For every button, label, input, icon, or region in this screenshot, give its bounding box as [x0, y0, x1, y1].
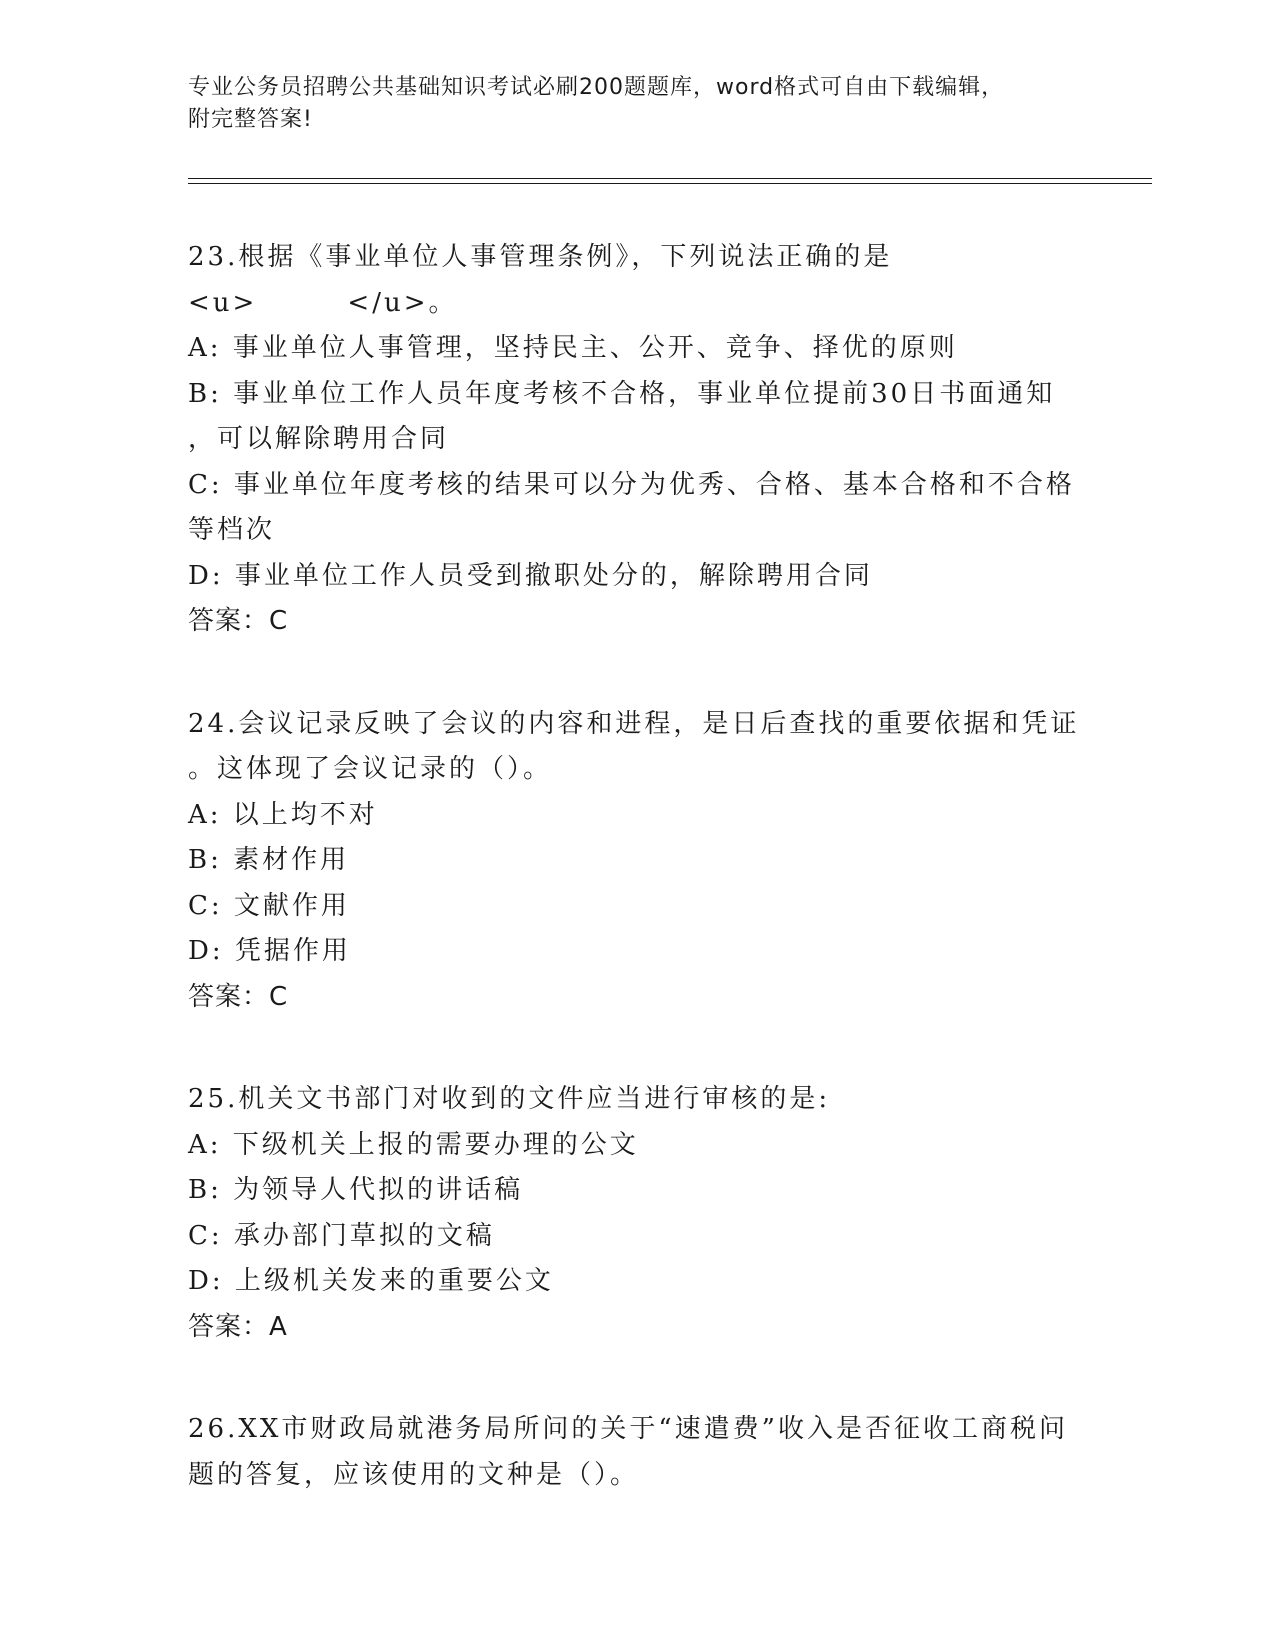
- question-24: [188, 702, 1088, 1021]
- question-stem-line: 24.会议记录反映了会议的内容和进程，是日后查找的重要依据和凭证: [188, 708, 1080, 739]
- answer-label: 答案：A: [188, 1311, 288, 1342]
- question-stem-line: 题的答复，应该使用的文种是（）。: [188, 1459, 640, 1490]
- option-c-continued: 等档次: [188, 515, 276, 545]
- option-b: B: 为领导人代拟的讲话稿: [188, 1175, 524, 1205]
- option-c: C: 文献作用: [188, 890, 350, 921]
- question-stem-line: 26.XX市财政局就港务局所问的关于“速遣费”收入是否征收工商税问: [188, 1414, 1068, 1444]
- option-d: D: 上级机关发来的重要公文: [188, 1266, 554, 1296]
- question-23: [188, 235, 1088, 645]
- option-b-continued: ，可以解除聘用合同: [188, 424, 450, 454]
- question-list: [188, 235, 1088, 1555]
- option-a: A: 以上均不对: [188, 799, 378, 830]
- option-d: D: 凭据作用: [188, 936, 351, 966]
- question-stem-line: 。这体现了会议记录的（）。: [188, 754, 553, 784]
- question-25: [188, 1077, 1088, 1350]
- option-a: A: 下级机关上报的需要办理的公文: [188, 1129, 639, 1160]
- option-d: D: 事业单位工作人员受到撤职处分的，解除聘用合同: [188, 560, 873, 591]
- question-stem-line: 25.机关文书部门对收到的文件应当进行审核的是:: [188, 1084, 831, 1114]
- header-divider-top: [188, 178, 1152, 179]
- option-c: C: 事业单位年度考核的结果可以分为优秀、合格、基本合格和不合格: [188, 469, 1075, 500]
- header-divider-bottom: [188, 183, 1152, 184]
- question-stem-line: <u> </u>。: [188, 287, 458, 318]
- option-c: C: 承办部门草拟的文稿: [188, 1220, 495, 1251]
- option-a: A: 事业单位人事管理，坚持民主、公开、竞争、择优的原则: [188, 333, 958, 363]
- answer-label: 答案：C: [188, 981, 289, 1012]
- option-b: B: 事业单位工作人员年度考核不合格，事业单位提前30日书面通知: [188, 378, 1056, 409]
- header-line-2: 附完整答案!: [188, 107, 313, 132]
- question-stem-line: 23.根据《事业单位人事管理条例》，下列说法正确的是: [188, 242, 893, 272]
- option-b: B: 素材作用: [188, 845, 350, 875]
- document-header: [188, 72, 1068, 136]
- header-line-1: 专业公务员招聘公共基础知识考试必刷200题题库，word格式可自由下载编辑，: [188, 75, 1005, 100]
- answer-label: 答案：C: [188, 606, 289, 636]
- question-26: [188, 1407, 1088, 1498]
